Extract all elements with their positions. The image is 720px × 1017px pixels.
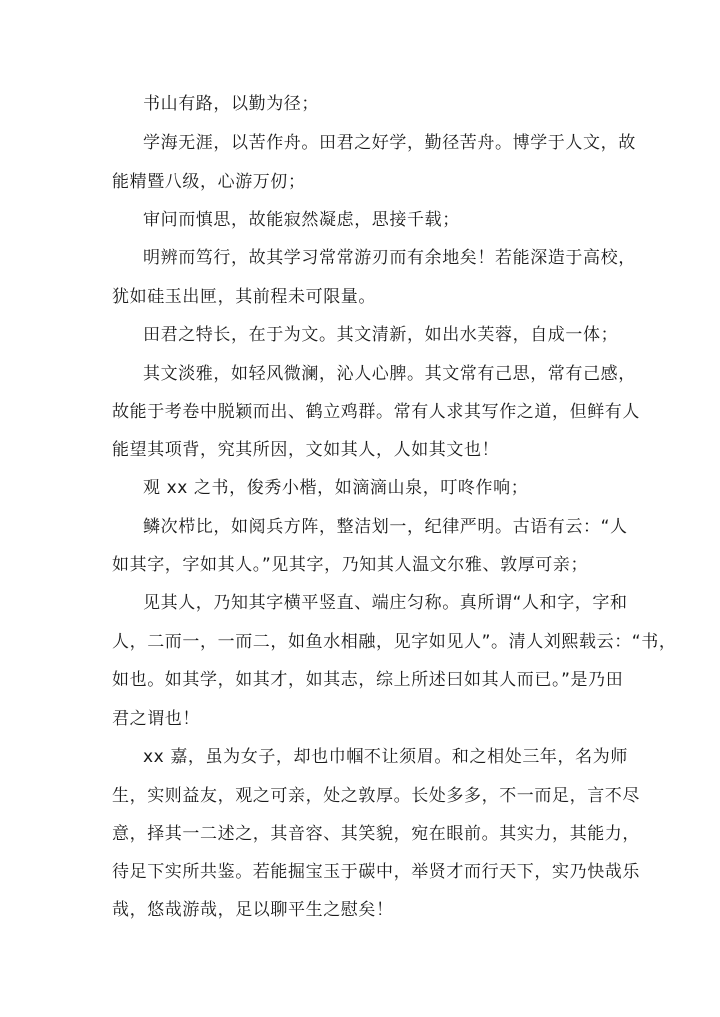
text-line: 哉，悠哉游哉，足以聊平生之慰矣！: [112, 900, 394, 920]
text-line: 明辨而笃行，故其学习常常游刃而有余地矣！若能深造于高校，: [143, 248, 636, 268]
text-line: 能望其项背，究其所因，文如其人，人如其文也！: [112, 440, 500, 460]
text-line: 学海无涯，以苦作舟。田君之好学，勤径苦舟。博学于人文，故: [143, 133, 636, 153]
text-line: 田君之特长，在于为文。其文清新，如出水芙蓉，自成一体；: [143, 325, 619, 345]
text-line: 待足下实所共鉴。若能掘宝玉于碳中，举贤才而行天下，实乃快哉乐: [112, 862, 640, 882]
text-line: 生，实则益友，观之可亲，处之敦厚。长处多多，不一而足，言不尽: [112, 786, 640, 806]
text-line: 人，二而一，一而二，如鱼水相融，见字如见人”。清人刘熙载云：“书，: [112, 632, 677, 652]
text-line: 见其人，乃知其字横平竖直、端庄匀称。真所谓“人和字，字和: [143, 593, 628, 613]
text-line: 审问而慎思，故能寂然凝虑，思接千载；: [143, 210, 460, 230]
text-line: 如其字，字如其人。”见其字，乃知其人温文尔雅、敦厚可亲；: [112, 555, 589, 575]
text-line: 如也。如其学，如其才，如其志，综上所述曰如其人而已。”是乃田: [112, 670, 624, 690]
text-line: 书山有路，以勤为径；: [143, 94, 319, 114]
text-line: 其文淡雅，如轻风微澜，沁人心脾。其文常有己思，常有己感，: [143, 364, 636, 384]
text-line: xx 嘉，虽为女子，却也巾帼不让须眉。和之相处三年，名为师: [143, 747, 628, 767]
text-line: 鳞次栉比，如阅兵方阵，整洁划一，纪律严明。古语有云：“人: [143, 517, 628, 537]
text-line: 能精暨八级，心游万仞；: [112, 172, 306, 192]
text-line: 观 xx 之书，俊秀小楷，如滴滴山泉，叮咚作响；: [143, 478, 529, 498]
text-line: 君之谓也！: [112, 709, 200, 729]
text-line: 犹如硅玉出匣，其前程未可限量。: [112, 287, 376, 307]
text-line: 故能于考卷中脱颖而出、鹤立鸡群。常有人求其写作之道，但鲜有人: [112, 402, 640, 422]
text-line: 意，择其一二述之，其音容、其笑貌，宛在眼前。其实力，其能力，: [112, 824, 640, 844]
